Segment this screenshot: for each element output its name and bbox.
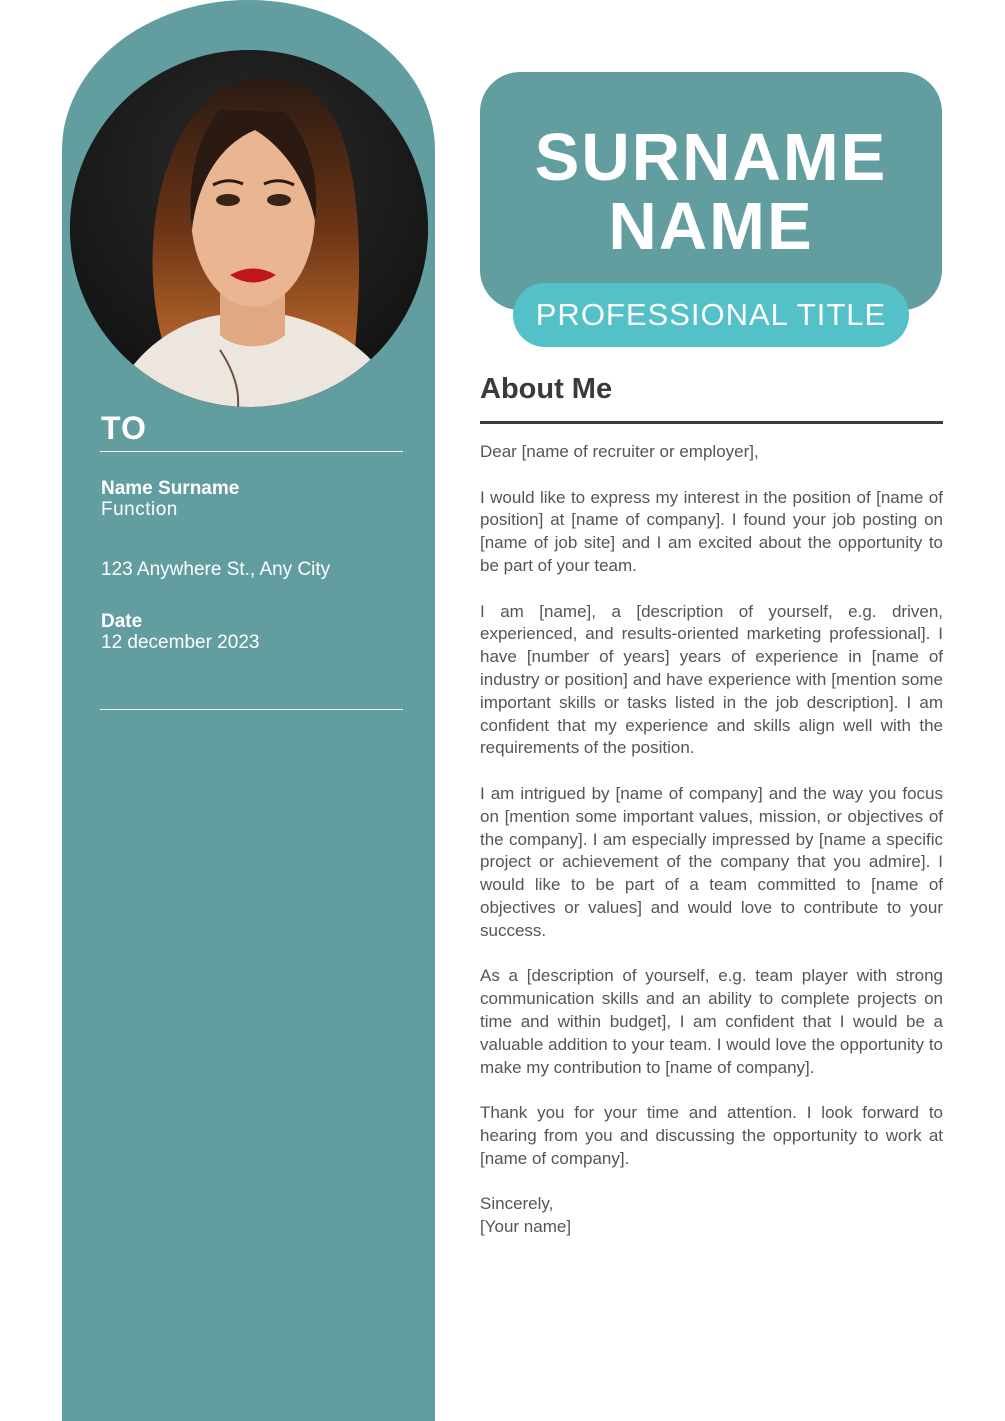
- professional-title-badge: PROFESSIONAL TITLE: [513, 283, 909, 347]
- letter-paragraph: Thank you for your time and attention. I look forward to hearing from you and discussing the opportunity to work at [name of company].: [480, 1103, 943, 1168]
- date-label: Date: [101, 611, 143, 632]
- name-heading: NAME: [608, 189, 814, 264]
- letter-paragraph: I would like to express my interest in the position of [name of position] at [name of company]. I found your job posting on [name of job site] and I am excited about the opportunity to be part of your team.: [480, 487, 943, 575]
- letter-greeting: Dear [name of recruiter or employer],: [480, 442, 759, 461]
- profile-photo: [70, 50, 428, 407]
- surname-heading: SURNAME: [534, 120, 888, 195]
- letter-closing: [480, 1193, 943, 1239]
- cover-letter-body: [480, 441, 943, 1239]
- letter-paragraph: As a [description of yourself, e.g. team player with strong communication skills and an ability to complete projects on time and within budget], I am confident that I would be a valuable addition to your team. I would love the opportunity to make my contribution to [name of company].: [480, 966, 943, 1077]
- sidebar-divider: [100, 709, 403, 710]
- signature-text: [Your name]: [480, 1217, 572, 1237]
- letter-paragraph: I am intrigued by [name of company] and the way you focus on [mention some important values, mission, or objectives of the company]. I am especially impressed by [name a specific project or achievement of the company that you admire]. I would like to be part of a team committed to [name of objectives or values] and would love to contribute to your success.: [480, 783, 943, 940]
- letter-paragraph: I am [name], a [description of yourself, e.g. driven, experienced, and results-oriented marketing professional]. I have [number of years] years of experience in [name of industry or position] and have experience with [mention some important skills or tasks listed in the job description]. I am confident that my experience and skills align well with the requirements of the position.: [480, 601, 943, 758]
- about-heading: About Me: [480, 373, 613, 405]
- to-heading: TO: [101, 410, 147, 446]
- about-divider: [480, 421, 943, 424]
- recipient-name: Name Surname: [101, 478, 240, 499]
- to-divider: [100, 451, 403, 452]
- closing-text: Sincerely,: [480, 1194, 554, 1214]
- recipient-function: Function: [101, 499, 178, 520]
- recipient-address: 123 Anywhere St., Any City: [101, 559, 331, 580]
- date-value: 12 december 2023: [101, 632, 260, 653]
